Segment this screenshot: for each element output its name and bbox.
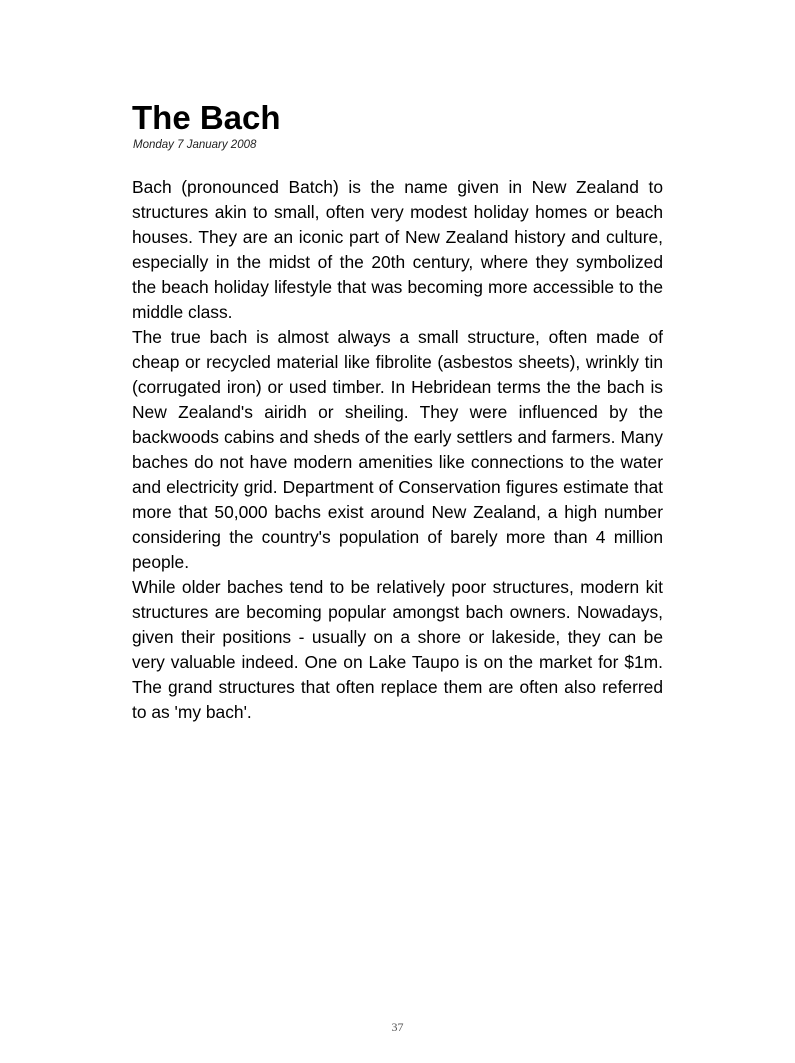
paragraph: The true bach is almost always a small structure, often made of cheap or recycled material like fibrolite (asbestos sheets), wrinkly tin (corrugated iron) or used timber. In Hebridean terms the the bach is New Zealand's airidh or sheiling. They were influenced by the backwoods cabins and sheds of the early settlers and farmers. Many baches do not have modern amenities like connections to the water and electricity grid. Department of Conservation figures estimate that more that 50,000 bachs exist around New Zealand, a high number considering the country's population of barely more than 4 million people. bbox=[132, 327, 663, 572]
article-body bbox=[132, 175, 663, 725]
paragraph: Bach (pronounced Batch) is the name given in New Zealand to structures akin to small, often very modest holiday homes or beach houses. They are an iconic part of New Zealand history and culture, especially in the midst of the 20th century, where they symbolized the beach holiday lifestyle that was becoming more accessible to the middle class. bbox=[132, 177, 663, 322]
article-date: Monday 7 January 2008 bbox=[133, 139, 257, 151]
paragraph: While older baches tend to be relatively poor structures, modern kit structures are becoming popular amongst bach owners. Nowadays, given their positions - usually on a shore or lakeside, they can be very valuable indeed. One on Lake Taupo is on the market for $1m. The grand structures that often replace them are often also referred to as 'my bach'. bbox=[132, 577, 663, 722]
article-title: The Bach bbox=[132, 99, 281, 136]
page-number: 37 bbox=[391, 1020, 404, 1034]
